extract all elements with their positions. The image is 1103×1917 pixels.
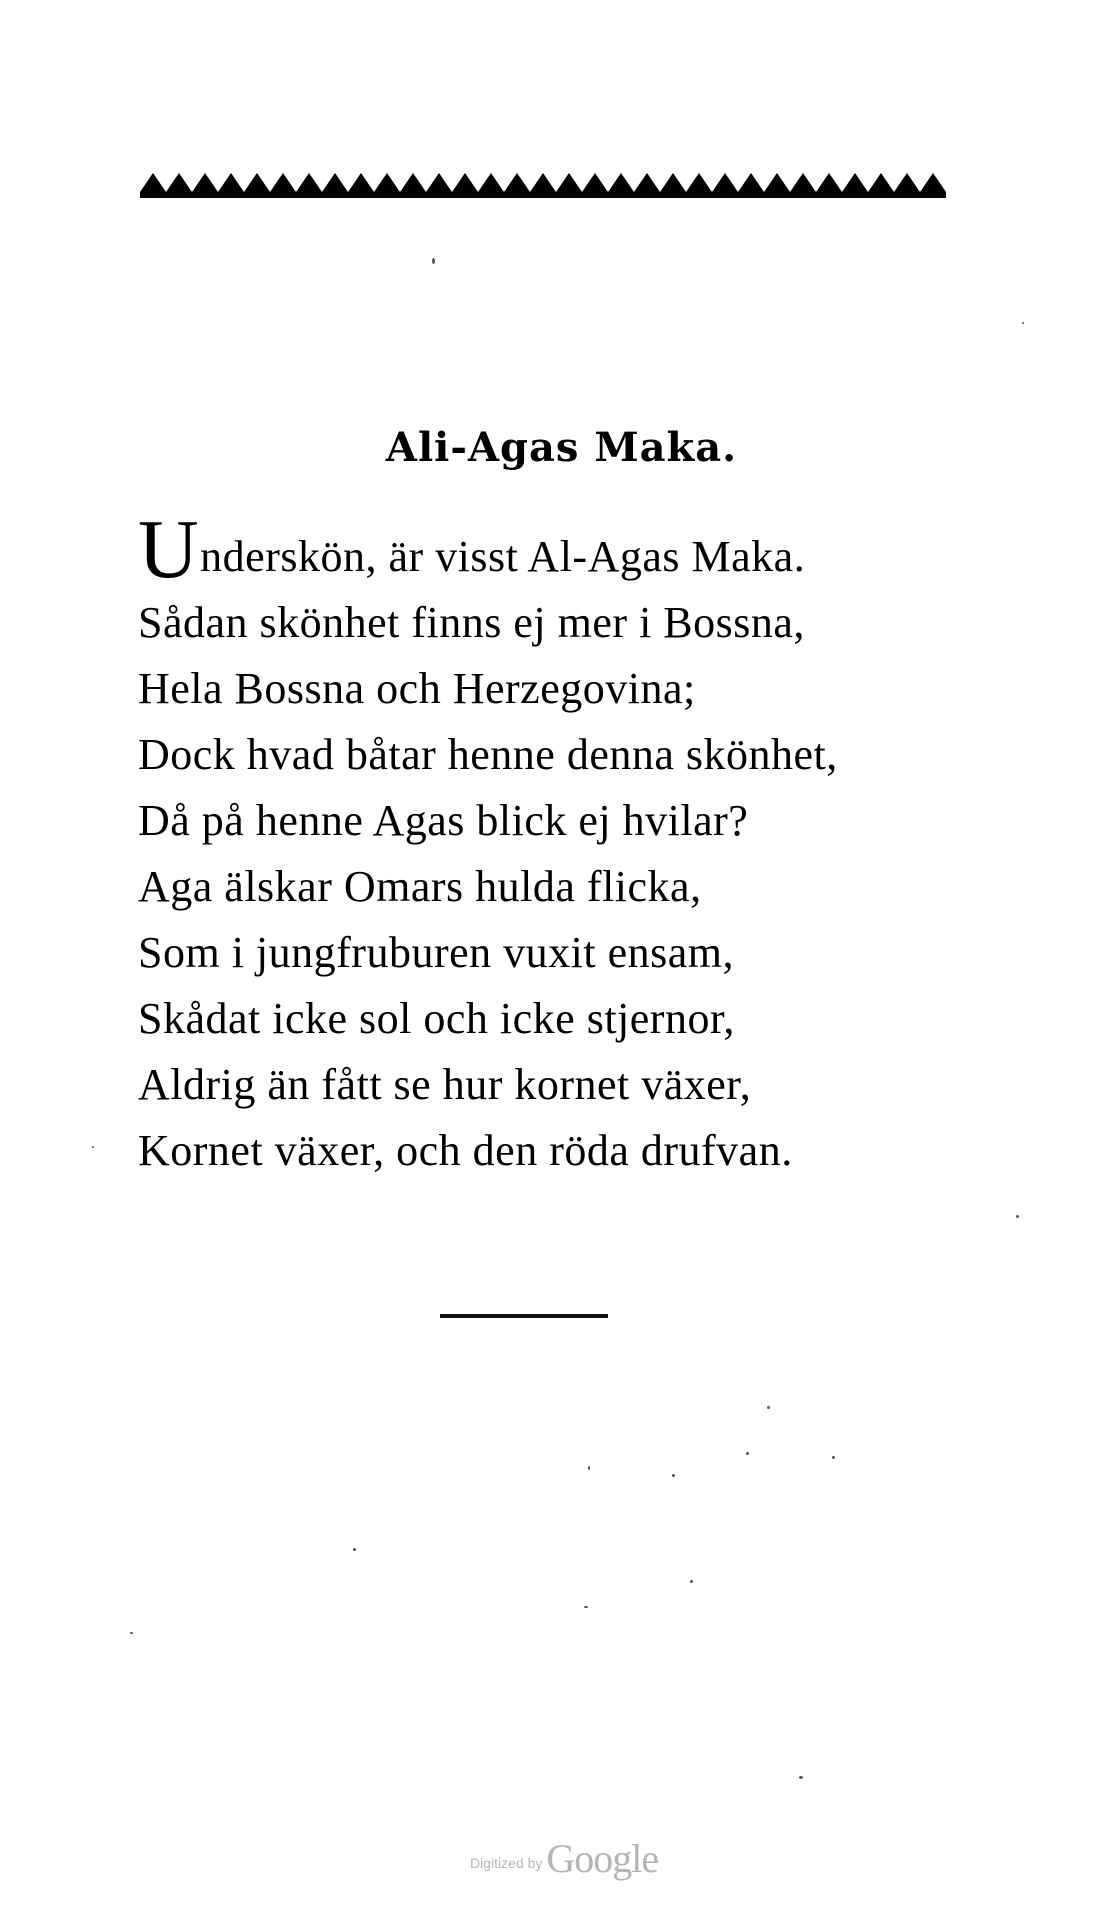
poem-line-4: Dock hvad båtar henne denna skönhet, [138,730,838,779]
poem-line-1 [138,503,958,596]
poem-line-7: Som i jungfruburen vuxit ensam, [138,928,734,977]
speck-icon [767,1406,770,1409]
speck-icon [584,1606,588,1608]
speck-icon [130,1632,133,1634]
google-logo-text: Google [546,1836,659,1881]
speck-icon [1022,322,1024,324]
speck-icon [832,1456,835,1459]
speck-icon [432,258,435,264]
drop-cap: U [138,503,200,596]
speck-icon [92,1146,94,1148]
poem-line-2: Sådan skönhet finns ej mer i Bossna, [138,598,805,647]
poem-line-1-text: nderskön, är visst Al-Agas Maka. [200,532,806,581]
digitized-by-google-watermark [470,1835,658,1882]
speck-icon [690,1580,693,1583]
poem-line-8: Skådat icke sol och icke stjernor, [138,994,735,1043]
poem-line-10: Kornet växer, och den röda drufvan. [138,1126,793,1175]
speck-icon [799,1776,803,1779]
divider-rule-icon [440,1314,608,1318]
speck-icon [588,1466,590,1470]
poem-line-5: Då på henne Agas blick ej hvilar? [138,796,749,845]
speck-icon [672,1474,675,1477]
speck-icon [353,1548,356,1551]
speck-icon [746,1452,749,1455]
poem-line-3: Hela Bossna och Herzegovina; [138,664,696,713]
poem-title: Ali-Agas Maka. [385,424,738,471]
poem-line-9: Aldrig än fått se hur kornet växer, [138,1060,752,1109]
speck-icon [1016,1215,1019,1218]
zigzag-ornament-icon [140,168,946,198]
poem-body [138,503,958,1184]
poem-line-6: Aga älskar Omars hulda flicka, [138,862,702,911]
watermark-prefix: Digitized by [470,1855,543,1871]
